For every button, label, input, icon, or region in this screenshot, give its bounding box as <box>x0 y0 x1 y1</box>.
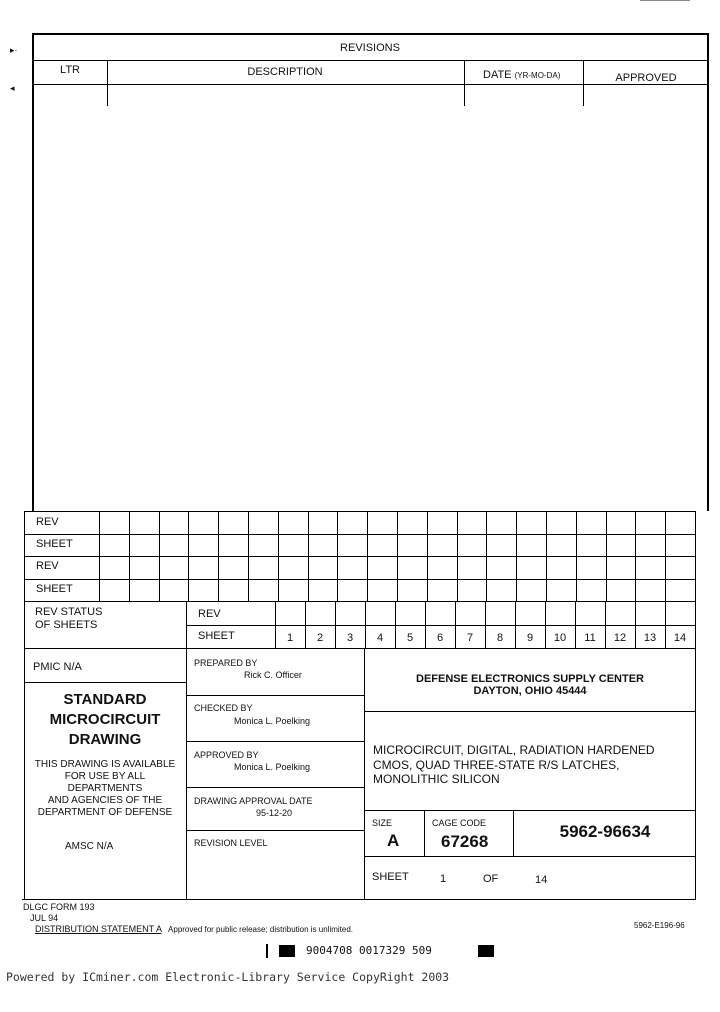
footer-copyright: Powered by ICminer.com Electronic-Library Service CopyRight 2003 <box>6 970 450 984</box>
form-line2: JUL 94 <box>30 913 59 923</box>
approval-date-label: DRAWING APPROVAL DATE <box>194 796 313 806</box>
sheet-number-2: 2 <box>316 631 324 644</box>
grid-col-line <box>606 511 607 601</box>
scan-mark-1: ▸· <box>10 45 18 55</box>
approved-name: Monica L. Poelking <box>234 762 311 772</box>
approval-date-value: 95-12-20 <box>256 808 293 818</box>
title-line3: MONOLITHIC SILICON <box>373 772 500 786</box>
grid-col-line <box>427 511 428 601</box>
barcode-text: 9004708 0017329 509 <box>306 944 432 957</box>
col-date-label: DATE <box>483 69 512 81</box>
checked-label: CHECKED BY <box>194 703 253 713</box>
cage-code-label: CAGE CODE <box>432 818 487 828</box>
col-date <box>483 70 560 81</box>
standard-line2: MICROCIRCUIT <box>49 711 161 728</box>
grid-col-line <box>635 511 636 601</box>
availability-line3: DEPARTMENTS <box>67 783 143 794</box>
rev-status-sheet-label: SHEET <box>198 630 235 642</box>
grid-col-line <box>457 511 458 601</box>
sheet-number-11: 11 <box>584 631 596 644</box>
col-date-format: (YR-MO-DA) <box>514 71 561 80</box>
barcode-mark-left <box>266 944 268 958</box>
availability-line2: FOR USE BY ALL <box>64 771 146 782</box>
sheet-number-14: 14 <box>673 631 687 644</box>
rev-status-label-1: REV STATUS <box>35 606 103 618</box>
sheet-total: 14 <box>535 874 548 886</box>
grid-col-line <box>397 511 398 601</box>
sheet-number-10: 10 <box>553 631 567 644</box>
grid-row-label-sheet-1: SHEET <box>36 538 73 550</box>
title-line2: CMOS, QUAD THREE-STATE R/S LATCHES, <box>373 758 620 772</box>
scan-mark-2: ◂ <box>10 83 15 93</box>
revisions-title: REVISIONS <box>340 42 400 54</box>
distribution-text: Approved for public release; distribution is unlimited. <box>168 925 354 934</box>
form-line1: DLGC FORM 193 <box>23 902 95 912</box>
grid-col-line <box>308 511 309 601</box>
col-description: DESCRIPTION <box>247 66 323 78</box>
grid-col-line <box>665 511 666 601</box>
grid-row-label-sheet-2: SHEET <box>36 583 73 595</box>
prepared-label: PREPARED BY <box>194 658 258 668</box>
sheet-number-13: 13 <box>643 631 657 644</box>
checked-name: Monica L. Poelking <box>234 716 311 726</box>
sheet-value: 1 <box>440 873 447 885</box>
sheet-number-3: 3 <box>346 631 354 644</box>
grid-col-line <box>218 511 219 601</box>
grid-col-line <box>278 511 279 601</box>
sheet-number-7: 7 <box>466 631 474 644</box>
sheet-number-6: 6 <box>436 631 444 644</box>
rev-status-rev-label: REV <box>198 608 221 620</box>
grid-col-line <box>188 511 189 601</box>
barcode-block-right <box>478 945 494 957</box>
cage-code-value: 67268 <box>441 832 489 851</box>
title-line1: MICROCIRCUIT, DIGITAL, RADIATION HARDENED <box>373 743 655 757</box>
sheet-number-4: 4 <box>376 631 384 644</box>
grid-col-line <box>546 511 547 601</box>
size-label: SIZE <box>372 818 393 828</box>
approved-label: APPROVED BY <box>194 750 259 760</box>
center-line1: DEFENSE ELECTRONICS SUPPLY CENTER <box>416 673 644 685</box>
sheet-number-5: 5 <box>406 631 414 644</box>
col-ltr: LTR <box>60 64 80 76</box>
grid-col-line <box>129 511 130 601</box>
availability-line4: AND AGENCIES OF THE <box>47 795 163 806</box>
grid-col-line <box>159 511 160 601</box>
amsc-label: AMSC N/A <box>65 841 114 852</box>
col-approved: APPROVED <box>615 72 677 84</box>
sheet-of-label: OF <box>483 873 499 885</box>
pmic-label: PMIC N/A <box>33 661 82 673</box>
sheet-label: SHEET <box>372 871 409 883</box>
prepared-name: Rick C. Officer <box>244 670 302 680</box>
grid-col-line <box>516 511 517 601</box>
sheet-number-8: 8 <box>496 631 504 644</box>
distribution-label: DISTRIBUTION STATEMENT A <box>35 924 162 934</box>
distribution-statement <box>35 925 353 934</box>
sheet-number-9: 9 <box>526 631 534 644</box>
grid-row-label-rev-2: REV <box>36 560 59 572</box>
availability-line5: DEPARTMENT OF DEFENSE <box>37 807 173 818</box>
sheet-number-12: 12 <box>613 631 627 644</box>
grid-col-line <box>486 511 487 601</box>
grid-col-line <box>576 511 577 601</box>
revision-level-label: REVISION LEVEL <box>194 838 268 848</box>
sheet-number-1: 1 <box>286 631 294 644</box>
barcode-block-left <box>279 945 295 957</box>
grid-col-line <box>337 511 338 601</box>
grid-col-line <box>367 511 368 601</box>
drawing-number: 5962-96634 <box>559 822 651 841</box>
center-line2: DAYTON, OHIO 45444 <box>473 685 587 697</box>
standard-line1: STANDARD <box>63 691 147 708</box>
scan-mark-top-right <box>640 0 690 1</box>
status-col-line <box>695 601 696 648</box>
grid-col-line <box>248 511 249 601</box>
availability-line1: THIS DRAWING IS AVAILABLE <box>34 759 176 770</box>
standard-line3: DRAWING <box>68 731 142 748</box>
size-value: A <box>387 831 400 850</box>
grid-row-label-rev-1: REV <box>36 516 59 528</box>
doc-code: 5962-E196-96 <box>634 921 685 930</box>
rev-status-label-2: OF SHEETS <box>35 619 98 631</box>
